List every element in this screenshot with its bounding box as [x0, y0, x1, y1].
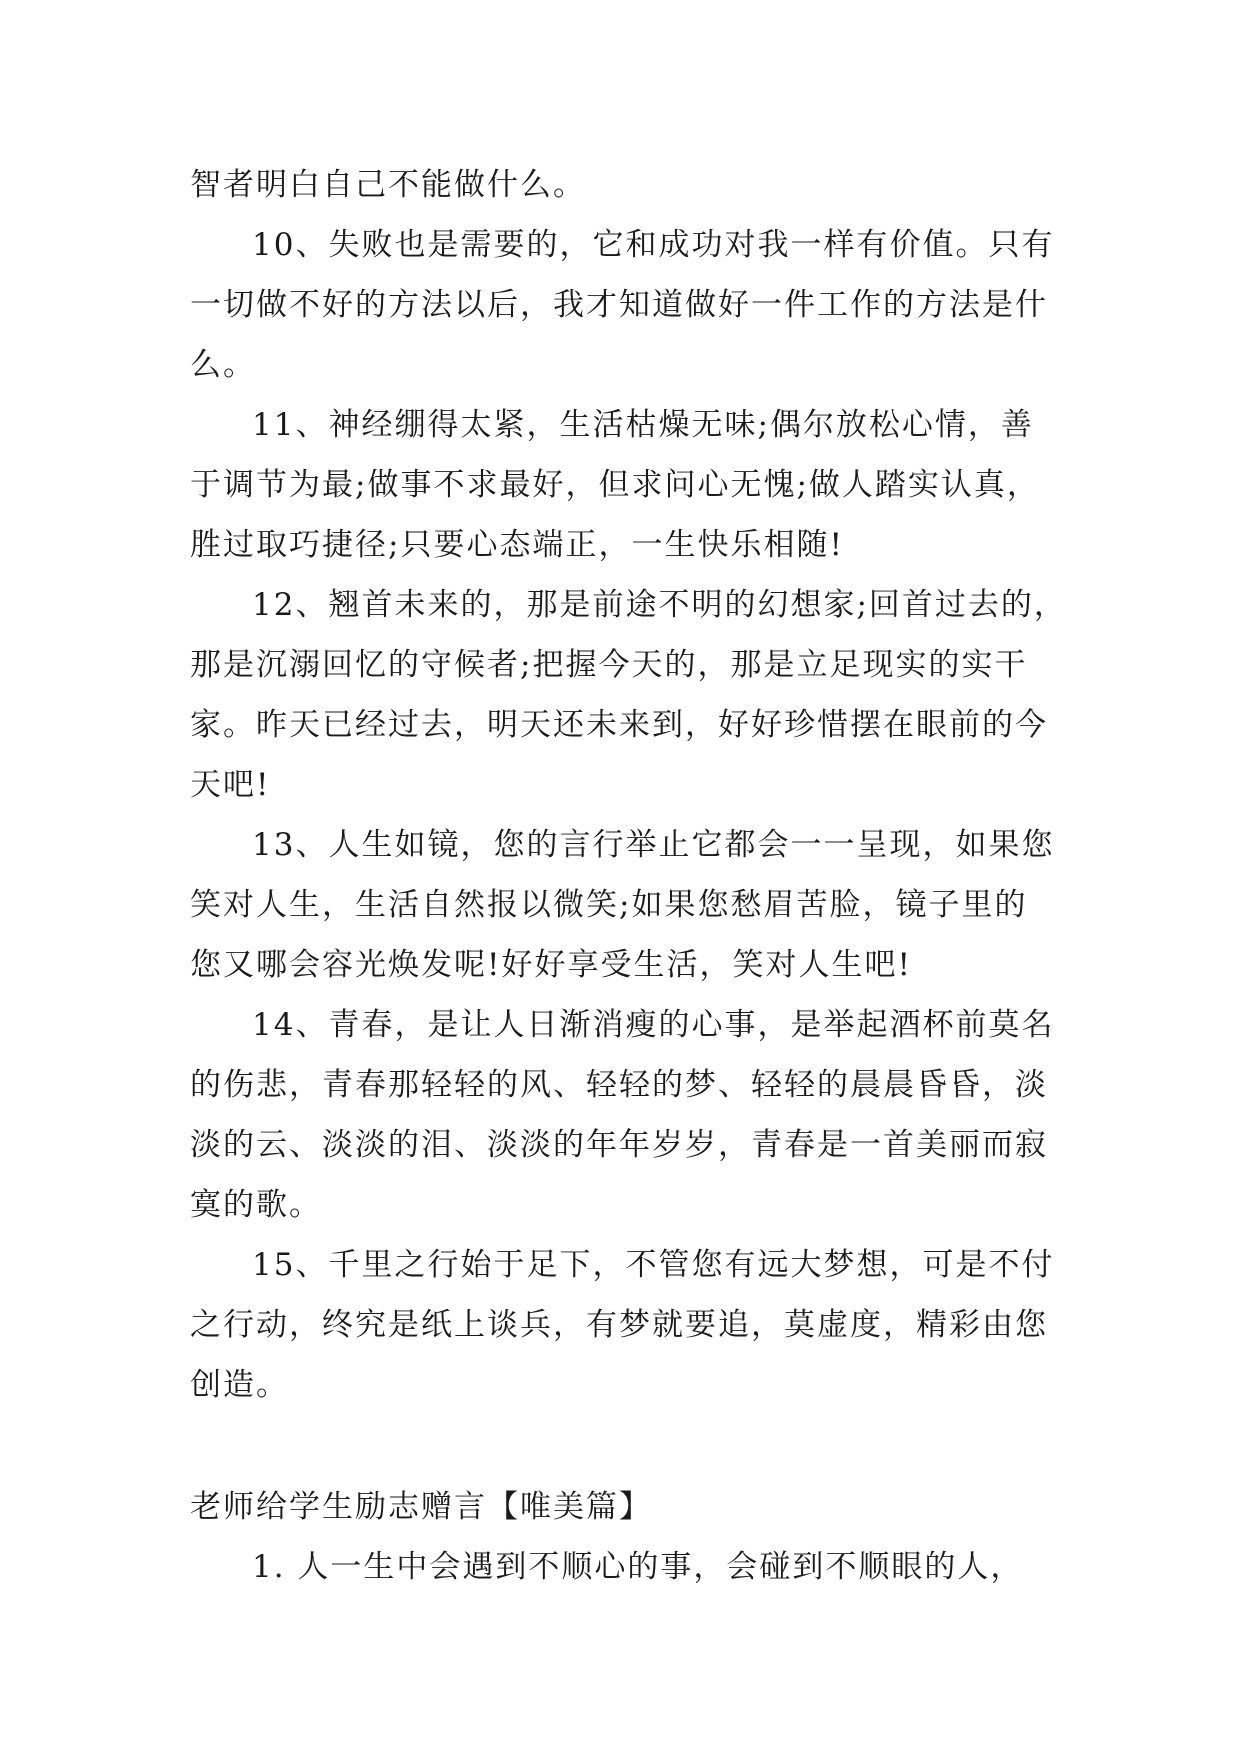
text-line: 天吧! [190, 767, 271, 803]
section-heading: 老师给学生励志赠言【唯美篇】 [190, 1489, 652, 1525]
text-line: 胜过取巧捷径;只要心态端正，一生快乐相随! [190, 527, 844, 563]
text-line: 一切做不好的方法以后，我才知道做好一件工作的方法是什 [190, 287, 1048, 323]
text-line: 您又哪会容光焕发呢!好好享受生活，笑对人生吧! [190, 947, 912, 983]
text-line: 寞的歌。 [190, 1187, 322, 1223]
text-line: 13、人生如镜，您的言行举止它都会一一呈现，如果您 [252, 827, 1055, 863]
text-line: 么。 [190, 347, 256, 383]
text-line: 淡的云、淡淡的泪、淡淡的年年岁岁，青春是一首美丽而寂 [190, 1127, 1048, 1163]
section-first-line: 1. 人一生中会遇到不顺心的事，会碰到不顺眼的人， [252, 1549, 1024, 1585]
text-line: 11、神经绷得太紧，生活枯燥无味;偶尔放松心情，善 [252, 407, 1034, 443]
text-line: 于调节为最;做事不求最好，但求问心无愧;做人踏实认真， [190, 467, 1040, 503]
document-page [190, 155, 1070, 1597]
text-line: 智者明白自己不能做什么。 [190, 167, 586, 203]
text-line: 之行动，终究是纸上谈兵，有梦就要追，莫虚度，精彩由您 [190, 1307, 1048, 1343]
section-gap [190, 1415, 1070, 1477]
body-text [190, 155, 1070, 1415]
text-line: 家。昨天已经过去，明天还未来到，好好珍惜摆在眼前的今 [190, 707, 1048, 743]
text-line: 12、翘首未来的，那是前途不明的幻想家;回首过去的， [252, 587, 1067, 623]
text-line: 创造。 [190, 1367, 289, 1403]
text-line: 的伤悲，青春那轻轻的风、轻轻的梦、轻轻的晨晨昏昏，淡 [190, 1067, 1048, 1103]
text-line: 笑对人生，生活自然报以微笑;如果您愁眉苦脸，镜子里的 [190, 887, 1028, 923]
text-line: 10、失败也是需要的，它和成功对我一样有价值。只有 [252, 227, 1055, 263]
text-line: 14、青春，是让人日渐消瘦的心事，是举起酒杯前莫名 [252, 1007, 1055, 1043]
text-line: 15、千里之行始于足下，不管您有远大梦想，可是不付 [252, 1247, 1055, 1283]
text-line: 那是沉溺回忆的守候者;把握今天的，那是立足现实的实干 [190, 647, 1028, 683]
